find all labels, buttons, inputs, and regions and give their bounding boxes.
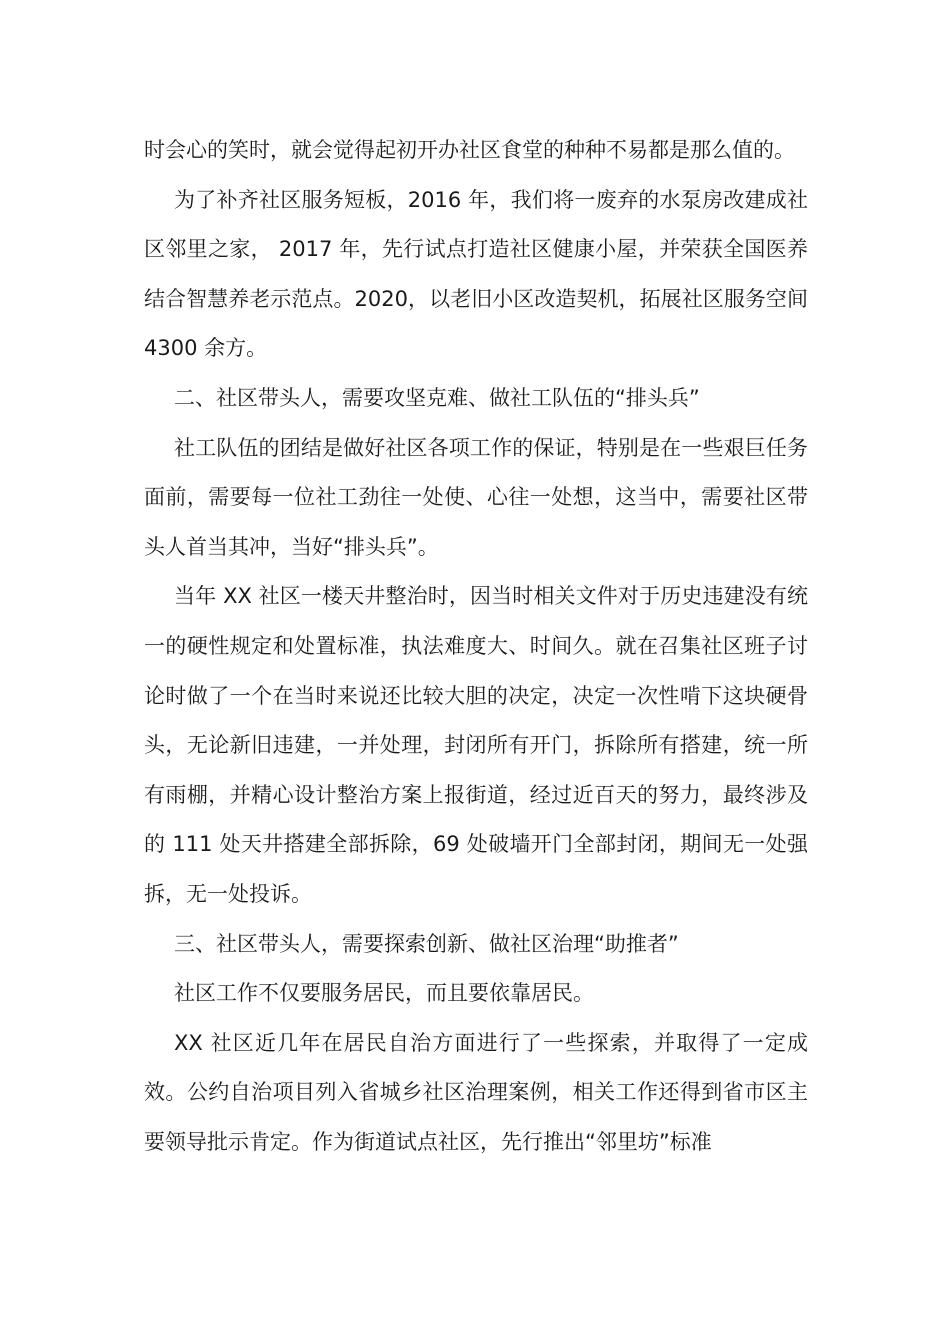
- paragraph-rely-on-residents: 社区工作不仅要服务居民，而且要依靠居民。: [174, 981, 594, 1006]
- section-heading-2: 二、社区带头人，需要攻坚克难、做社工队伍的“排头兵”: [174, 385, 700, 410]
- section-heading-3: 三、社区带头人，需要探索创新、做社区治理“助推者”: [174, 931, 679, 956]
- paragraph-courtyard-rectification: 当年 XX 社区一楼天井整治时，因当时相关文件对于历史违建没有统一的硬性规定和处置标准，执法难度大、时间久。就在召集社区班子讨论时做了一个在当时来说还比较大胆的决定，决定一次性啃下这块硬骨头，无论新旧违建，一并处理，封闭所有开门，拆除所有搭建，统一所有雨棚，并精心设计整治方案上报街道，经过近百天的努力，最终涉及的 111 处天井搭建全部拆除，69 处破墙开门全部封闭，期间无一处强拆，无一处投诉。: [144, 584, 808, 906]
- paragraph-service-space: 为了补齐社区服务短板，2016 年，我们将一废弃的水泵房改建成社区邻里之家， 2017 年，先行试点打造社区健康小屋，并荣获全国医养结合智慧养老示范点。2020，以老旧小区改造契机，拓展社区服务空间 4300 余方。: [144, 187, 808, 361]
- paragraph-team-unity: 社工队伍的团结是做好社区各项工作的保证，特别是在一些艰巨任务面前，需要每一位社工劲往一处使、心往一处想，这当中，需要社区带头人首当其冲，当好“排头兵”。: [144, 435, 808, 559]
- paragraph-continuation: 时会心的笑时，就会觉得起初开办社区食堂的种种不易都是那么值的。: [144, 138, 795, 162]
- document-body: [144, 126, 808, 1167]
- paragraph-self-governance: XX 社区近几年在居民自治方面进行了一些探索，并取得了一定成效。公约自治项目列入省城乡社区治理案例，相关工作还得到省市区主要领导批示肯定。作为街道试点社区，先行推出“邻里坊”标准: [144, 1030, 808, 1154]
